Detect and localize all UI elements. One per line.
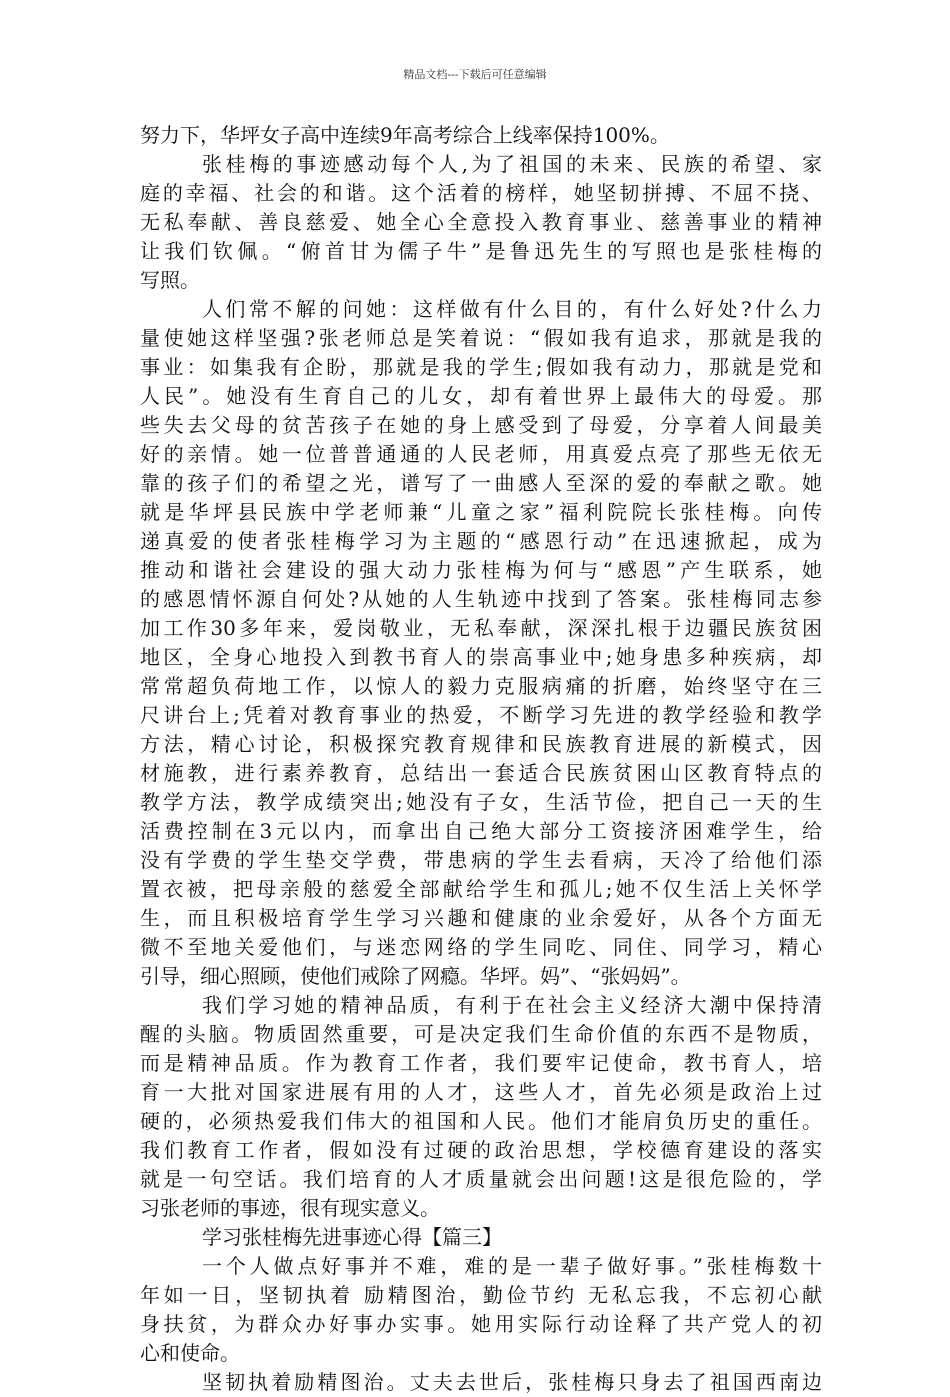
text-line: 就是一句空话。我们培育的人才质量就会出问题!这是很危险的，学 bbox=[140, 1167, 822, 1191]
text-line: 微不至地关爱他们，与迷恋网络的学生同吃、同住、同学习，精心 bbox=[140, 935, 822, 959]
text-line: 尺讲台上;凭着对教育事业的热爱，不断学习先进的教学经验和教学 bbox=[140, 703, 822, 727]
text-line: 材施教，进行素养教育，总结出一套适合民族贫困山区教育特点的 bbox=[140, 761, 822, 785]
text-line: 身扶贫，为群众办好事办实事。她用实际行动诠释了共产党人的初 bbox=[140, 1312, 822, 1336]
text-line: 让我们钦佩。“俯首甘为儒子牛”是鲁迅先生的写照也是张桂梅的 bbox=[140, 239, 822, 263]
text-line: 庭的幸福、社会的和谐。这个活着的榜样，她坚韧拼搏、不屈不挠、 bbox=[140, 181, 822, 205]
text-line: 推动和谐社会建设的强大动力张桂梅为何与“感恩”产生联系，她 bbox=[140, 558, 822, 582]
text-line: 心和使命。 bbox=[140, 1341, 240, 1365]
text-line: 好的亲情。她一位普普通通的人民老师，用真爱点亮了那些无依无 bbox=[140, 442, 822, 466]
text-line: 年如一日，坚韧执着 励精图治，勤俭节约 无私忘我，不忘初心献 bbox=[140, 1283, 822, 1307]
text-line: 人民”。她没有生育自己的儿女，却有着世界上最伟大的母爱。那 bbox=[140, 384, 822, 408]
text-line: 张桂梅的事迹感动每个人,为了祖国的未来、民族的希望、家 bbox=[202, 152, 822, 176]
text-line: 努力下，华坪女子高中连续9年高考综合上线率保持100%。 bbox=[140, 123, 670, 147]
page-header: 精品文档---下载后可任意编辑 bbox=[403, 68, 547, 81]
text-line: 没有学费的学生垫交学费，带患病的学生去看病，天冷了给他们添 bbox=[140, 848, 822, 872]
text-line: 常常超负荷地工作，以惊人的毅力克服病痛的折磨，始终坚守在三 bbox=[140, 674, 822, 698]
text-line: 靠的孩子们的希望之光，谱写了一曲感人至深的爱的奉献之歌。她 bbox=[140, 471, 822, 495]
text-line: 加工作30多年来，爱岗敬业，无私奉献，深深扎根于边疆民族贫困 bbox=[140, 616, 822, 640]
text-line: 人们常不解的问她：这样做有什么目的，有什么好处?什么力 bbox=[202, 297, 822, 321]
text-line: 量使她这样坚强?张老师总是笑着说：“假如我有追求，那就是我的 bbox=[140, 326, 822, 350]
text-line: 就是华坪县民族中学老师兼“儿童之家”福利院院长张桂梅。向传 bbox=[140, 500, 822, 524]
text-line: 些失去父母的贫苦孩子在她的身上感受到了母爱，分享着人间最美 bbox=[140, 413, 822, 437]
text-line: 递真爱的使者张桂梅学习为主题的“感恩行动”在迅速掀起，成为 bbox=[140, 529, 822, 553]
text-line: 我们学习她的精神品质，有利于在社会主义经济大潮中保持清 bbox=[202, 993, 822, 1017]
text-line: 教学方法，教学成绩突出;她没有子女，生活节俭，把自己一天的生 bbox=[140, 790, 822, 814]
text-line: 坚韧执着励精图治。丈夫去世后，张桂梅只身去了祖国西南边 bbox=[202, 1370, 822, 1394]
text-line: 事业：如集我有企盼，那就是我的学生;假如我有动力，那就是党和 bbox=[140, 355, 822, 379]
text-line: 一个人做点好事并不难，难的是一辈子做好事。”张桂梅数十 bbox=[202, 1254, 822, 1278]
text-line: 的感恩情怀源自何处?从她的人生轨迹中找到了答案。张桂梅同志参 bbox=[140, 587, 822, 611]
text-line: 置衣被，把母亲般的慈爱全部献给学生和孤儿;她不仅生活上关怀学 bbox=[140, 877, 822, 901]
text-line: 引导，细心照顾，使他们戒除了网瘾。华坪。妈”、“张妈妈”。 bbox=[140, 964, 691, 988]
text-line: 醒的头脑。物质固然重要，可是决定我们生命价值的东西不是物质， bbox=[140, 1022, 822, 1046]
text-line: 活费控制在3元以内，而拿出自己绝大部分工资接济困难学生，给 bbox=[140, 819, 822, 843]
text-line: 习张老师的事迹，很有现实意义。 bbox=[140, 1196, 440, 1220]
text-line: 我们教育工作者，假如没有过硬的政治思想，学校德育建设的落实 bbox=[140, 1138, 822, 1162]
text-line: 而是精神品质。作为教育工作者，我们要牢记使命，教书育人，培 bbox=[140, 1051, 822, 1075]
text-line: 无私奉献、善良慈爱、她全心全意投入教育事业、慈善事业的精神 bbox=[140, 210, 822, 234]
text-line: 方法，精心讨论，积极探究教育规律和民族教育进展的新模式，因 bbox=[140, 732, 822, 756]
section-heading: 学习张桂梅先进事迹心得【篇三】 bbox=[202, 1225, 502, 1249]
text-line: 生，而且积极培育学生学习兴趣和健康的业余爱好，从各个方面无 bbox=[140, 906, 822, 930]
text-line: 地区，全身心地投入到教书育人的崇高事业中;她身患多种疾病，却 bbox=[140, 645, 822, 669]
text-line: 写照。 bbox=[140, 268, 200, 292]
text-line: 育一大批对国家进展有用的人才，这些人才，首先必须是政治上过 bbox=[140, 1080, 822, 1104]
text-line: 硬的，必须热爱我们伟大的祖国和人民。他们才能肩负历史的重任。 bbox=[140, 1109, 822, 1133]
body-text bbox=[140, 121, 822, 1397]
